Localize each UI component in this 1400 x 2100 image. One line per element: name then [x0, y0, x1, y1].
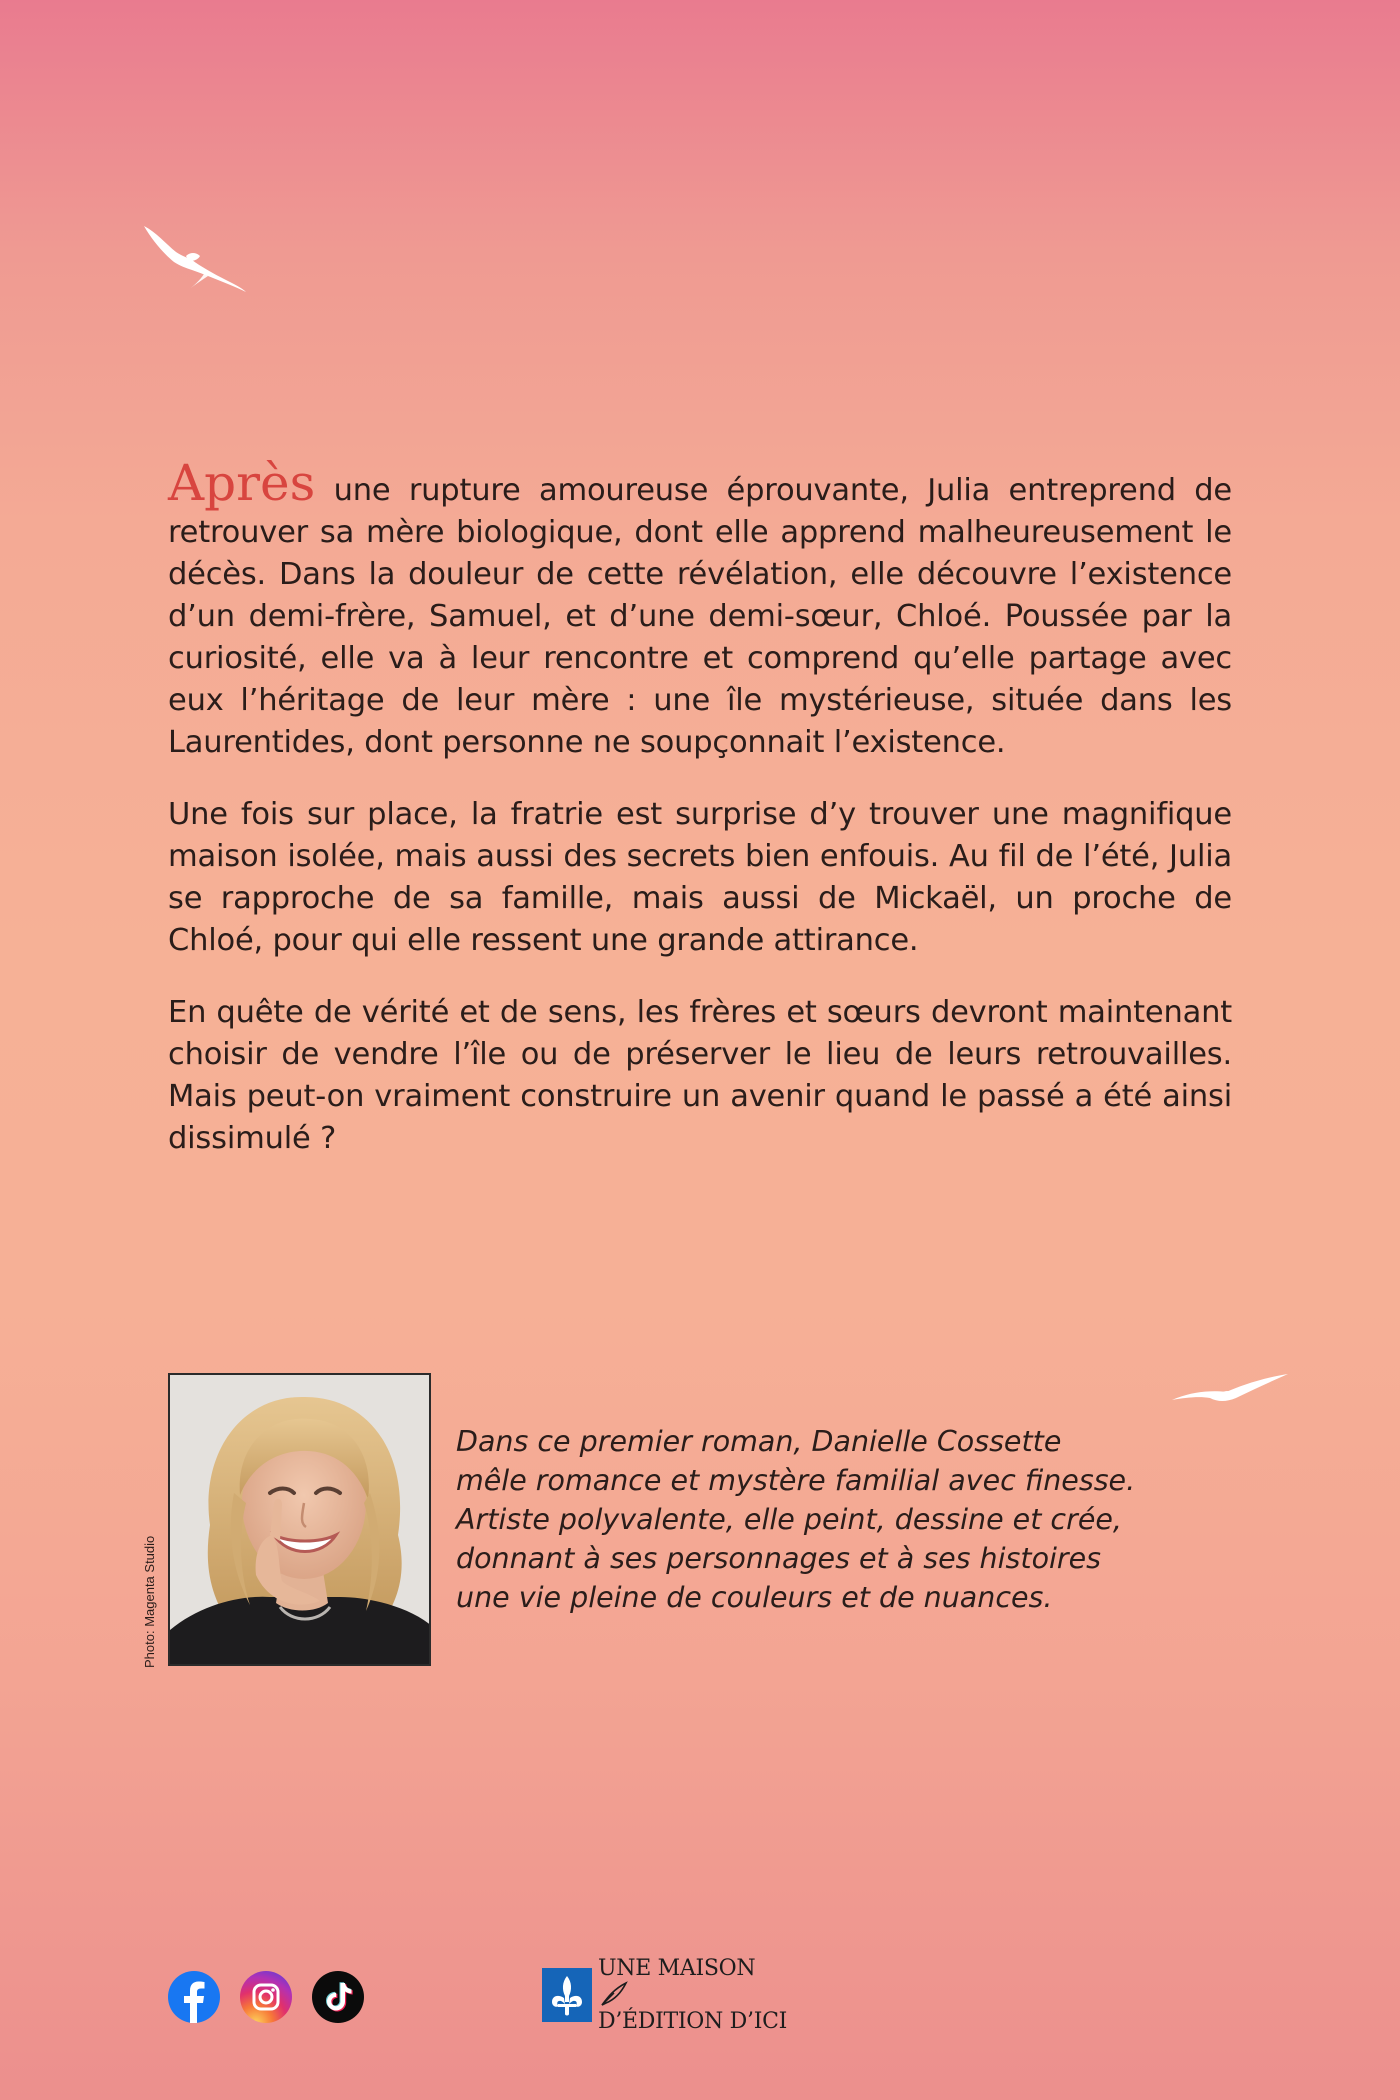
bio-line: mêle romance et mystère familial avec finesse. [456, 1464, 1136, 1497]
blurb-paragraph-1 [168, 454, 1232, 764]
fleur-de-lis-icon [542, 1968, 592, 2022]
publisher-logo [542, 1956, 788, 2034]
back-cover-blurb [168, 454, 1232, 1190]
instagram-icon[interactable] [240, 1971, 292, 2023]
tiktok-icon[interactable] [312, 1971, 364, 2023]
seagull-top-left [142, 222, 248, 292]
bio-line: Artiste polyvalente, elle peint, dessine et crée, [456, 1503, 1122, 1536]
blurb-paragraph-3: En quête de vérité et de sens, les frères et sœurs devront maintenant choisir de vendre l’île ou de préserver le lieu de leurs retrouvailles. Mais peut-on vraiment construire un avenir quand le passé a été ainsi dissimulé ? [168, 995, 1232, 1156]
seagull-right [1170, 1370, 1290, 1406]
photo-credit: Photo: Magenta Studio [142, 1535, 157, 1668]
author-portrait-illustration [170, 1375, 431, 1666]
quill-icon [600, 1981, 628, 2007]
lead-word: Après [168, 454, 316, 512]
paragraph-1-text: une rupture amoureuse éprouvante, Julia entreprend de retrouver sa mère biologique, dont elle apprend malheureusement le décès. Dans la douleur de cette révélation, elle découvre l’existence d’un demi-frère, Samuel, et d’une demi-sœur, Chloé. Poussée par la curiosité, elle va à leur rencontre et comprend qu’elle partage avec eux l’héritage de leur mère : une île mystérieuse, située dans les Laurentides, dont personne ne soupçonnait l’existence. [168, 473, 1232, 760]
facebook-icon[interactable] [168, 1971, 220, 2023]
bio-line: une vie pleine de couleurs et de nuances. [456, 1581, 1053, 1614]
publisher-name [598, 1956, 787, 2034]
bio-line: donnant à ses personnages et à ses histoires [456, 1542, 1102, 1575]
author-bio [456, 1422, 1176, 1617]
publisher-line-2: D’ÉDITION D’ICI [598, 2009, 788, 2034]
bio-line: Dans ce premier roman, Danielle Cossette [456, 1425, 1062, 1458]
author-photo [168, 1373, 431, 1666]
blurb-paragraph-2: Une fois sur place, la fratrie est surprise d’y trouver une magnifique maison isolée, mais aussi des secrets bien enfouis. Au fil de l’été, Julia se rapproche de sa famille, mais aussi de Mickaël, un proche de Chloé, pour qui elle ressent une grande attirance. [168, 797, 1232, 958]
publisher-line-1: UNE MAISON [598, 1956, 787, 2009]
